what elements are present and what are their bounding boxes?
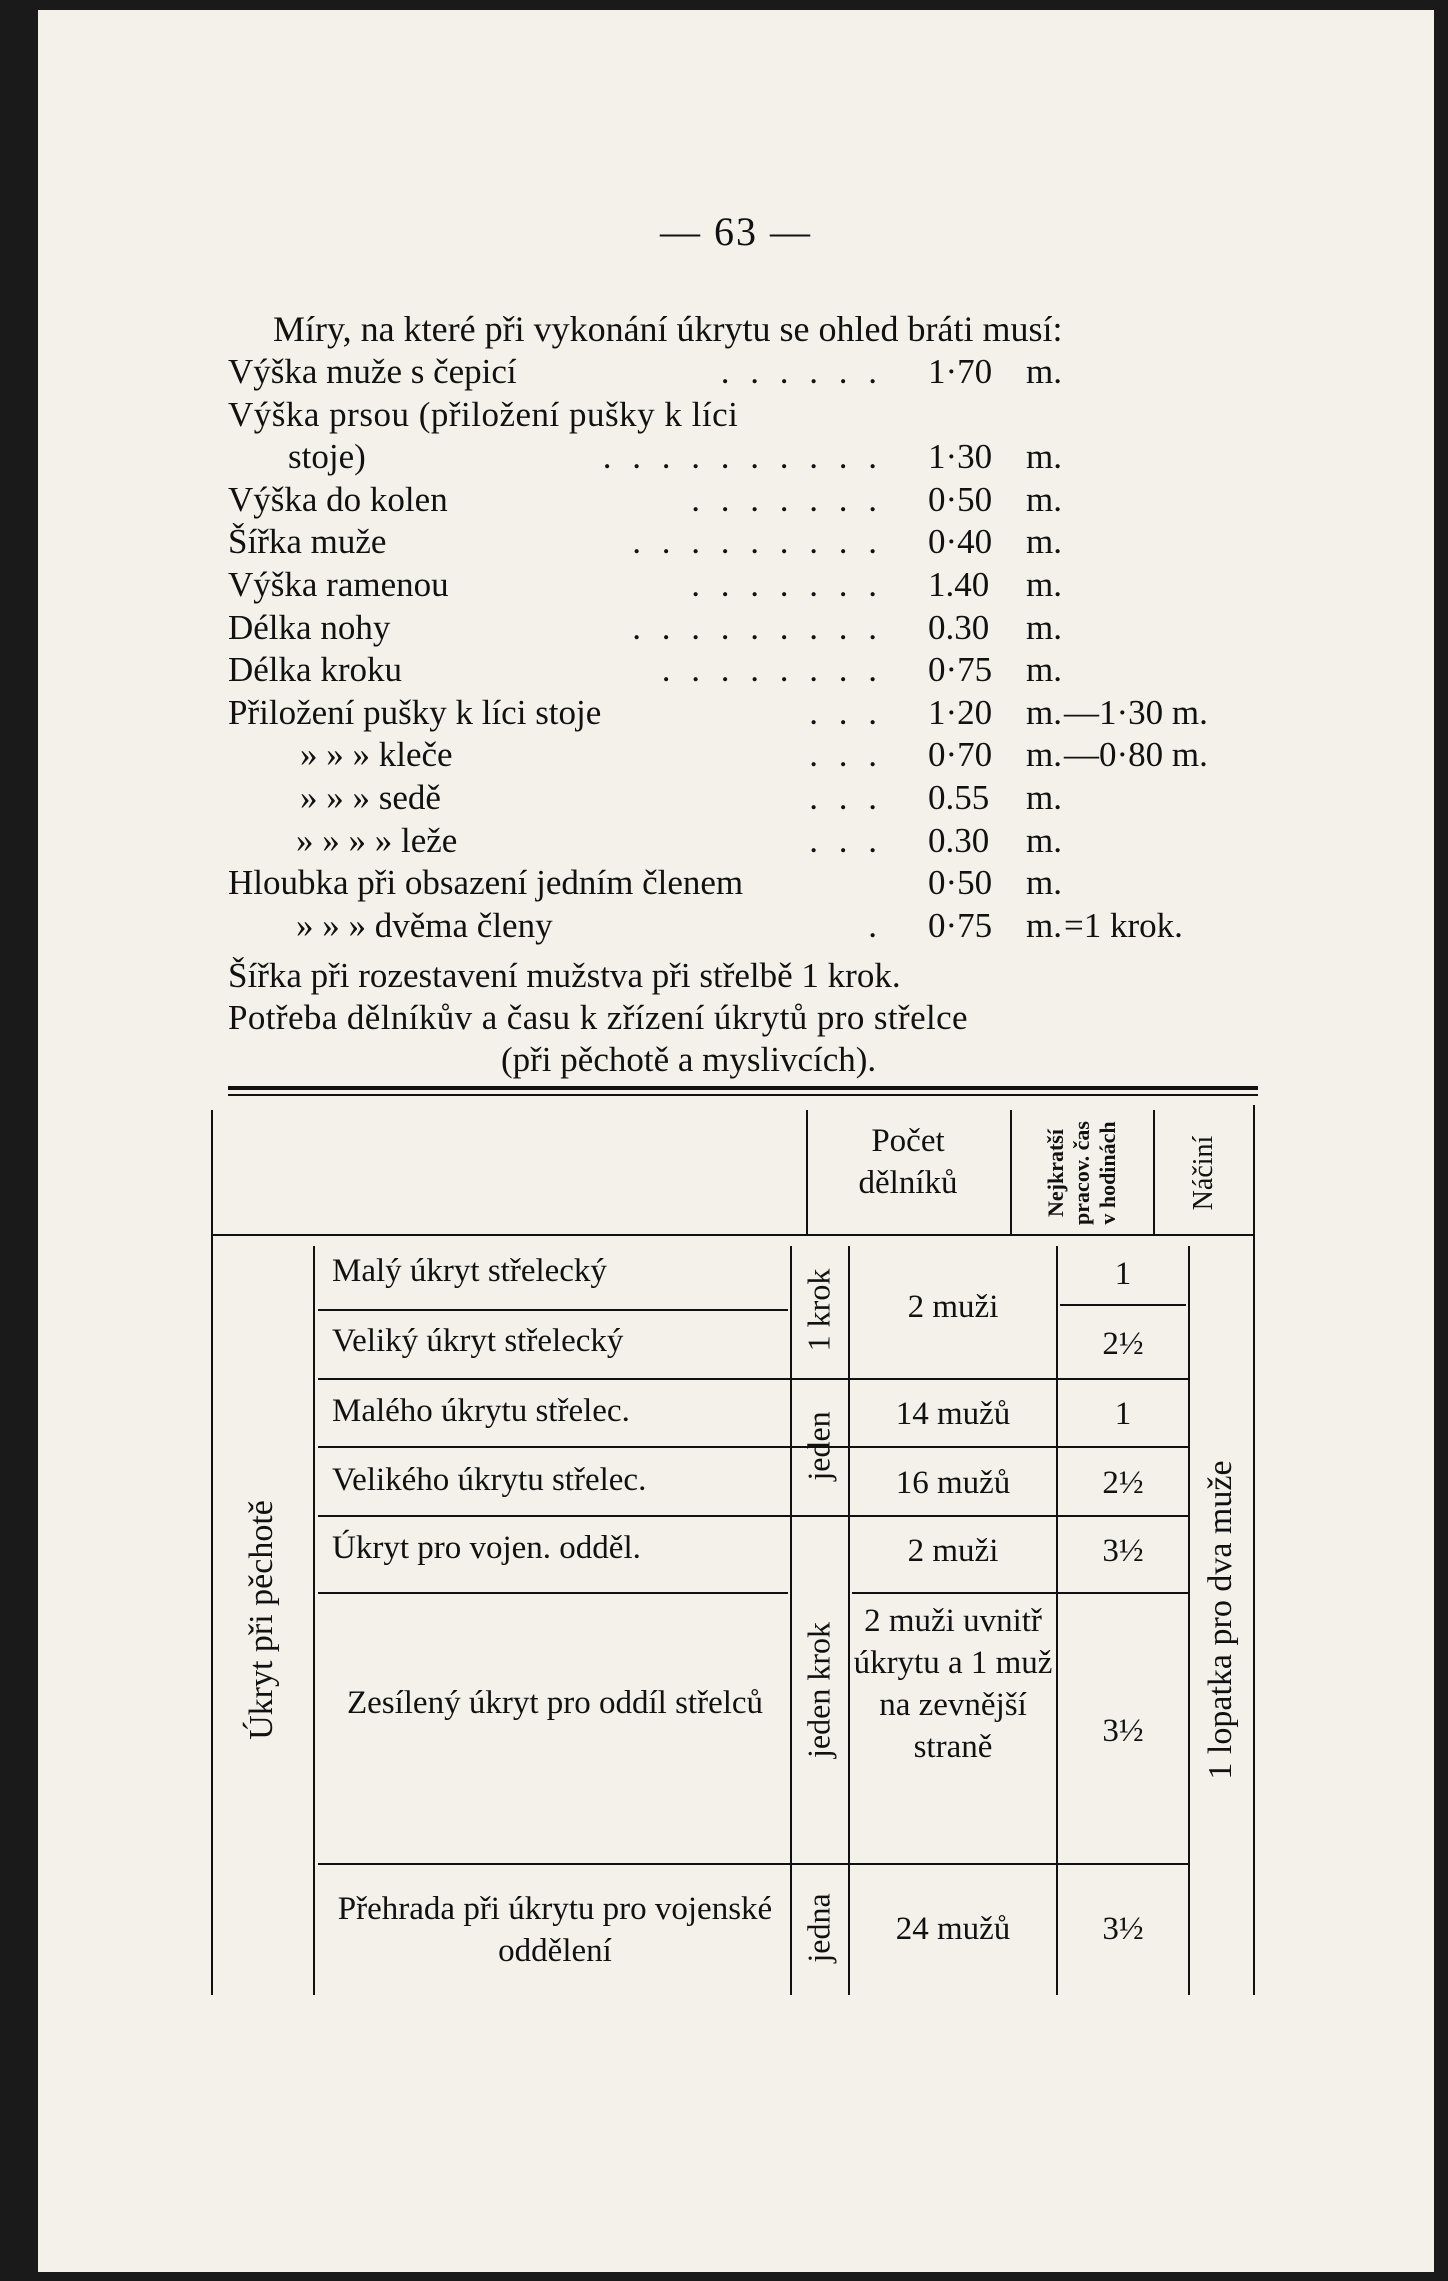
measure-label: stoje)	[288, 437, 366, 477]
header-divider-2	[1010, 1110, 1012, 1235]
row-name-3: Malého úkrytu střelec.	[332, 1393, 630, 1429]
header-tools: Náčiní	[1188, 1135, 1219, 1211]
measure-row	[38, 608, 1434, 650]
row-rule-3	[318, 1446, 1188, 1448]
measure-value: 0·75	[928, 650, 993, 690]
measure-row	[38, 522, 1434, 564]
row-name-4: Velikého úkrytu střelec.	[332, 1462, 647, 1498]
measure-label: » » » dvěma členy	[296, 905, 553, 945]
measure-label: Přiložení pušky k líci stoje	[228, 692, 602, 732]
measure-label: Výška muže s čepicí	[228, 352, 517, 391]
measure-unit: m.	[1026, 352, 1062, 391]
row-rule-4	[318, 1515, 1188, 1517]
width-divider-left	[790, 1246, 792, 1995]
measure-extra: —1·30 m.	[1064, 692, 1208, 732]
measure-value: 0·40	[928, 522, 993, 562]
measure-row	[38, 437, 1434, 479]
measure-unit: m.	[1026, 778, 1062, 817]
measure-row	[38, 863, 1434, 905]
measure-value: 0·70	[928, 735, 993, 775]
measure-extra: —0·80 m.	[1064, 735, 1208, 775]
measure-row	[38, 480, 1434, 522]
row-workers-6: 2 muži uvnitř úkrytu a 1 muž na zevnější straně	[853, 1603, 1053, 1765]
measure-leader-dots: . . . . . . . .	[661, 650, 883, 690]
row-name-5: Úkryt pro vojen. odděl.	[332, 1530, 641, 1566]
measure-leader-dots: . . . . . . .	[691, 479, 883, 519]
row-workers-1: 2 muži	[907, 1289, 999, 1325]
row-rule-2	[318, 1378, 1188, 1380]
measure-value: 1·30	[928, 437, 993, 477]
time-divider	[1188, 1246, 1190, 1995]
measure-extra: =1 krok.	[1064, 905, 1183, 945]
header-bottom-rule	[211, 1234, 1255, 1236]
measure-label: Výška do kolen	[228, 479, 448, 519]
measure-label: » » » sedě	[300, 778, 441, 817]
measure-label: Hloubka při obsazení jedním členem	[228, 863, 744, 903]
labor-need-line: Potřeba dělníkův a času k zřízení úkrytů pro střelce	[228, 998, 968, 1037]
measure-label: Délka nohy	[228, 607, 391, 647]
width-label-1: 1 krok	[800, 1268, 837, 1352]
measure-label: Délka kroku	[228, 650, 402, 690]
header-time: Nejkratší pracov. čas v hodinách	[1043, 1121, 1120, 1225]
row-name-6: Zesílený úkryt pro oddíl střelců	[346, 1685, 764, 1721]
measure-label: » » » » leže	[296, 820, 458, 860]
measure-unit: m.	[1026, 820, 1062, 860]
measure-label: Výška ramenou	[228, 565, 449, 604]
measure-label: » » » kleče	[300, 735, 453, 775]
row-rule-1	[318, 1309, 788, 1311]
measure-row	[38, 735, 1434, 777]
row-workers-5: 2 muži	[907, 1533, 999, 1569]
width-label-3: jeden krok	[800, 1622, 837, 1758]
measure-leader-dots: . . . . . . . . .	[632, 522, 883, 562]
measure-value: 0.55	[928, 778, 990, 817]
measure-leader-dots: . . .	[809, 778, 883, 817]
measure-unit: m.	[1026, 437, 1062, 477]
measure-leader-dots: . . . . . .	[720, 352, 883, 391]
measure-unit: m.	[1026, 479, 1062, 519]
header-workers: Počet dělníků	[858, 1123, 958, 1201]
row-time-7: 3½	[1102, 1911, 1144, 1947]
measure-leader-dots: . . . . . . .	[691, 565, 883, 604]
row-time-4: 2½	[1102, 1465, 1144, 1501]
book-page	[38, 10, 1434, 2272]
measure-value: 0.30	[928, 820, 990, 860]
row-time-2: 2½	[1102, 1326, 1144, 1362]
table-top-rule	[228, 1086, 1258, 1090]
row-workers-4: 16 mužů	[895, 1465, 1011, 1501]
measures-heading: Míry, na které při vykonání úkrytu se ohled bráti musí:	[273, 309, 1063, 349]
measure-value: 1·20	[928, 692, 993, 732]
measure-label: Výška prsou (přiložení pušky k líci	[228, 394, 739, 434]
table-top-rule-thin	[228, 1094, 1258, 1096]
row-name-7: Přehrada při úkrytu pro vojenské oddělení	[337, 1891, 773, 1969]
measure-leader-dots: . . . . . . . . . .	[602, 437, 883, 477]
measure-row	[38, 821, 1434, 863]
measure-value: 1·70	[928, 352, 993, 391]
row-rule-1-time	[1060, 1304, 1186, 1306]
measure-leader-dots: . . .	[809, 820, 883, 860]
measure-unit: m.	[1026, 607, 1062, 647]
row-rule-5	[318, 1592, 788, 1594]
measure-row	[38, 778, 1434, 820]
row-time-3: 1	[1114, 1396, 1132, 1432]
measure-value: 1.40	[928, 565, 990, 604]
table-left-border	[211, 1110, 213, 1995]
labor-need-subline: (při pěchotě a myslivcích).	[501, 1040, 877, 1079]
measure-row	[38, 565, 1434, 607]
row-workers-3: 14 mužů	[895, 1396, 1011, 1432]
measure-unit: m.	[1026, 692, 1062, 732]
measure-row	[38, 395, 1434, 437]
measure-value: 0·75	[928, 905, 993, 945]
width-label-4: jedna	[800, 1893, 837, 1963]
measure-row	[38, 693, 1434, 735]
row-rule-5-right	[852, 1592, 1188, 1594]
measure-unit: m.	[1026, 522, 1062, 562]
measure-unit: m.	[1026, 650, 1062, 690]
measure-value: 0·50	[928, 479, 993, 519]
group-divider	[313, 1246, 315, 1995]
measure-row	[38, 906, 1434, 948]
row-workers-7: 24 mužů	[895, 1911, 1011, 1947]
measure-value: 0.30	[928, 607, 990, 647]
measure-value: 0·50	[928, 863, 993, 903]
page-number: — 63 —	[660, 209, 812, 254]
measure-unit: m.	[1026, 905, 1062, 945]
width-label-2: jeden	[800, 1411, 837, 1481]
header-divider-3	[1153, 1110, 1155, 1235]
tools-value: 1 lopatka pro dva muže	[1202, 1460, 1239, 1780]
row-name-2: Veliký úkryt střelecký	[332, 1323, 624, 1359]
measure-leader-dots: . . .	[809, 692, 883, 732]
row-rule-6	[318, 1863, 1188, 1865]
row-time-6: 3½	[1102, 1713, 1144, 1749]
measure-row	[38, 650, 1434, 692]
row-time-5: 3½	[1102, 1533, 1144, 1569]
measure-unit: m.	[1026, 863, 1062, 903]
row-time-1: 1	[1114, 1256, 1132, 1292]
table-right-border	[1253, 1105, 1255, 1995]
measure-leader-dots: . . . . . . . . .	[632, 607, 883, 647]
group-label: Úkryt při pěchotě	[243, 1500, 280, 1740]
measure-label: Šířka muže	[228, 522, 387, 562]
measure-row	[38, 352, 1434, 394]
measure-leader-dots: .	[868, 905, 883, 945]
measure-unit: m.	[1026, 735, 1062, 775]
stride-width-line: Šířka při rozestavení mužstva při střelbě 1 krok.	[228, 956, 901, 995]
measure-unit: m.	[1026, 565, 1062, 604]
row-name-1: Malý úkryt střelecký	[332, 1253, 607, 1289]
measure-leader-dots: . . .	[809, 735, 883, 775]
